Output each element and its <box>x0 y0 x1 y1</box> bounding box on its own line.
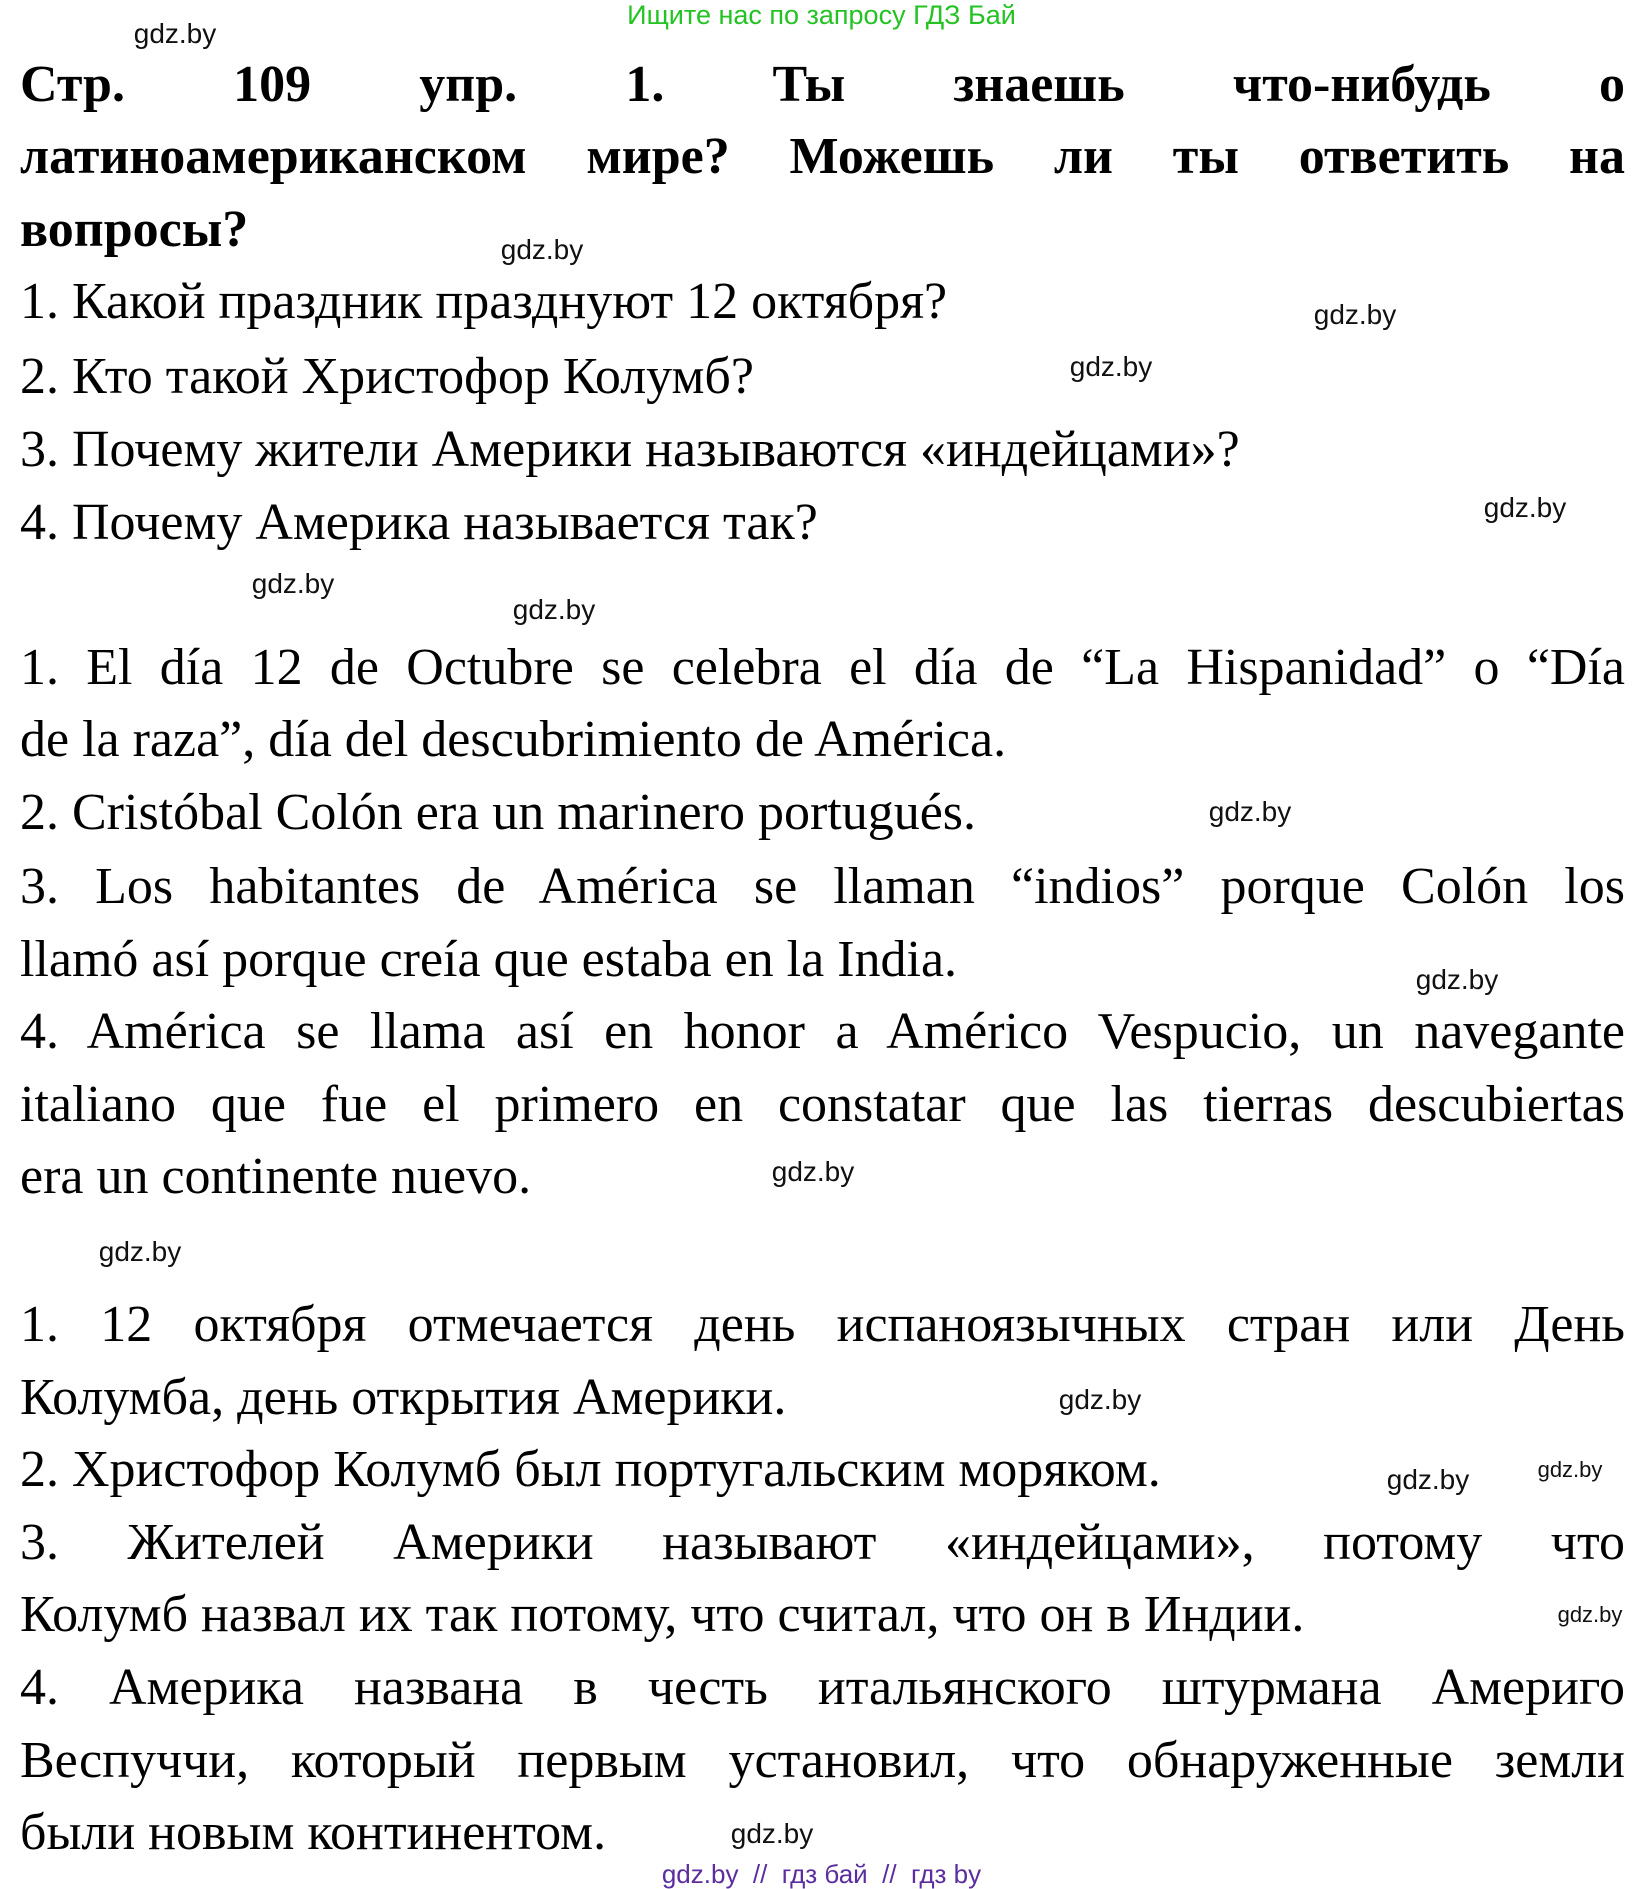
watermark: gdz.by <box>771 1156 855 1187</box>
question-3: 3. Почему жители Америки называются «индейцами»? <box>20 421 1240 478</box>
header-banner: Ищите нас по запросу ГДЗ Бай <box>627 0 1016 30</box>
task-title-line: Стр. 109 упр. 1. Ты знаешь что-нибудь о <box>20 56 1625 113</box>
footer-banner: gdz.by // гдз бай // гдз by <box>661 1859 982 1889</box>
answer-ru-line: Веспуччи, который первым установил, что обнаруженные земли <box>20 1732 1625 1789</box>
question-4: 4. Почему Америка называется так? <box>20 494 818 551</box>
answer-es-line: era un continente nuevo. <box>20 1148 532 1205</box>
answer-es-line: 2. Cristóbal Colón era un marinero portugués. <box>20 784 977 841</box>
answer-ru-line: 2. Христофор Колумб был португальским моряком. <box>20 1441 1161 1498</box>
watermark: gdz.by <box>251 568 335 599</box>
task-title-line: латиноамериканском мире? Можешь ли ты ответить на <box>20 128 1625 185</box>
answer-es-line: de la raza”, día del descubrimiento de América. <box>20 711 1007 768</box>
answer-es-line: 3. Los habitantes de América se llaman “indios” porque Colón los <box>20 858 1625 915</box>
question-1: 1. Какой праздник празднуют 12 октября? <box>20 273 948 330</box>
watermark: gdz.by <box>1208 796 1292 827</box>
answer-ru-line: были новым континентом. <box>20 1804 607 1861</box>
watermark: gdz.by <box>730 1818 814 1849</box>
watermark: gdz.by <box>1313 299 1397 330</box>
answer-ru-line: Колумб назвал их так потому, что считал, что он в Индии. <box>20 1586 1305 1643</box>
watermark: gdz.by <box>1069 351 1153 382</box>
watermark: gdz.by <box>133 18 217 49</box>
answer-ru-line: 1. 12 октября отмечается день испаноязычных стран или День <box>20 1296 1625 1353</box>
watermark: gdz.by <box>1483 492 1567 523</box>
watermark: gdz.by <box>1415 964 1499 995</box>
task-title-line: вопросы? <box>20 201 249 258</box>
watermark: gdz.by <box>500 234 584 265</box>
answer-ru-line: 3. Жителей Америки называют «индейцами», потому что <box>20 1514 1625 1571</box>
answer-ru-line: Колумба, день открытия Америки. <box>20 1369 787 1426</box>
answer-es-line: 1. El día 12 de Octubre se celebra el día de “La Hispanidad” o “Día <box>20 639 1625 696</box>
watermark: gdz.by <box>512 594 596 625</box>
watermark: gdz.by <box>1386 1464 1470 1495</box>
question-2: 2. Кто такой Христофор Колумб? <box>20 348 754 405</box>
answer-es-line: italiano que fue el primero en constatar que las tierras descubiertas <box>20 1076 1625 1133</box>
watermark: gdz.by <box>98 1236 182 1267</box>
watermark: gdz.by <box>1058 1384 1142 1415</box>
watermark: gdz.by <box>1537 1457 1603 1482</box>
watermark: gdz.by <box>1557 1602 1623 1627</box>
answer-es-line: llamó así porque creía que estaba en la India. <box>20 931 958 988</box>
answer-ru-line: 4. Америка названа в честь итальянского штурмана Америго <box>20 1659 1625 1716</box>
answer-es-line: 4. América se llama así en honor a Américo Vespucio, un navegante <box>20 1003 1625 1060</box>
